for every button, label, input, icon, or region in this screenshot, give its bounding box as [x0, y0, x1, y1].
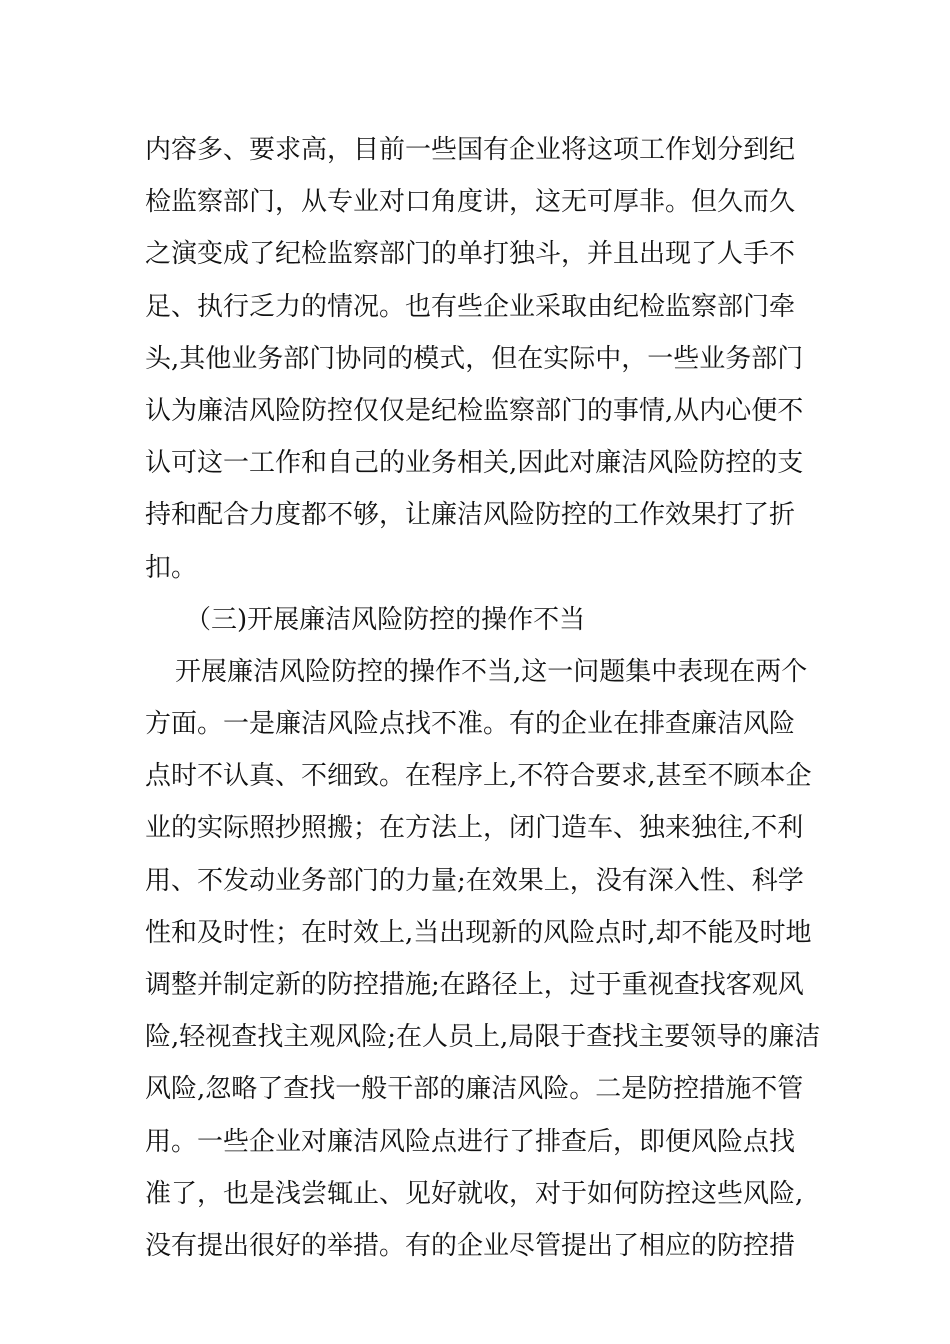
section-heading: （三)开展廉洁风险防控的操作不当 [185, 604, 586, 635]
text-line: 准了，也是浅尝辄止、见好就收，对于如何防控这些风险, [145, 1178, 804, 1209]
body-text [145, 124, 821, 1272]
text-line: 业的实际照抄照搬；在方法上，闭门造车、独来独往,不利 [145, 813, 804, 844]
paragraph-first-line: 开展廉洁风险防控的操作不当,这一问题集中表现在两个 [175, 656, 808, 687]
text-line: 内容多、要求高，目前一些国有企业将这项工作划分到纪 [145, 135, 796, 165]
text-line: 没有提出很好的举措。有的企业尽管提出了相应的防控措 [145, 1230, 796, 1261]
text-line: 检监察部门，从专业对口角度讲，这无可厚非。但久而久 [145, 187, 796, 218]
text-line: 认可这一工作和自己的业务相关,因此对廉洁风险防控的支 [145, 448, 804, 479]
text-line: 险,轻视查找主观风险;在人员上,局限于查找主要领导的廉洁 [145, 1022, 821, 1053]
text-line: 风险,忽略了查找一般干部的廉洁风险。二是防控措施不管 [145, 1074, 804, 1105]
text-line: 用。一些企业对廉洁风险点进行了排查后，即便风险点找 [145, 1126, 796, 1157]
text-line: 之演变成了纪检监察部门的单打独斗，并且出现了人手不 [145, 239, 796, 270]
text-line: 足、执行乏力的情况。也有些企业采取由纪检监察部门牵 [145, 291, 796, 322]
text-line: 持和配合力度都不够，让廉洁风险防控的工作效果打了折 [145, 500, 796, 531]
text-line: 性和及时性；在时效上,当出现新的风险点时,却不能及时地 [145, 917, 812, 948]
text-line: 头,其他业务部门协同的模式，但在实际中，一些业务部门 [145, 343, 804, 374]
text-line: 认为廉洁风险防控仅仅是纪检监察部门的事情,从内心便不 [145, 395, 804, 426]
text-line: 扣。 [145, 552, 198, 583]
text-line: 点时不认真、不细致。在程序上,不符合要求,甚至不顾本企 [145, 761, 812, 792]
text-line: 调整并制定新的防控措施;在路径上，过于重视查找客观风 [145, 970, 804, 1000]
text-line: 用、不发动业务部门的力量;在效果上，没有深入性、科学 [145, 865, 804, 896]
text-line: 方面。一是廉洁风险点找不准。有的企业在排查廉洁风险 [145, 709, 796, 740]
